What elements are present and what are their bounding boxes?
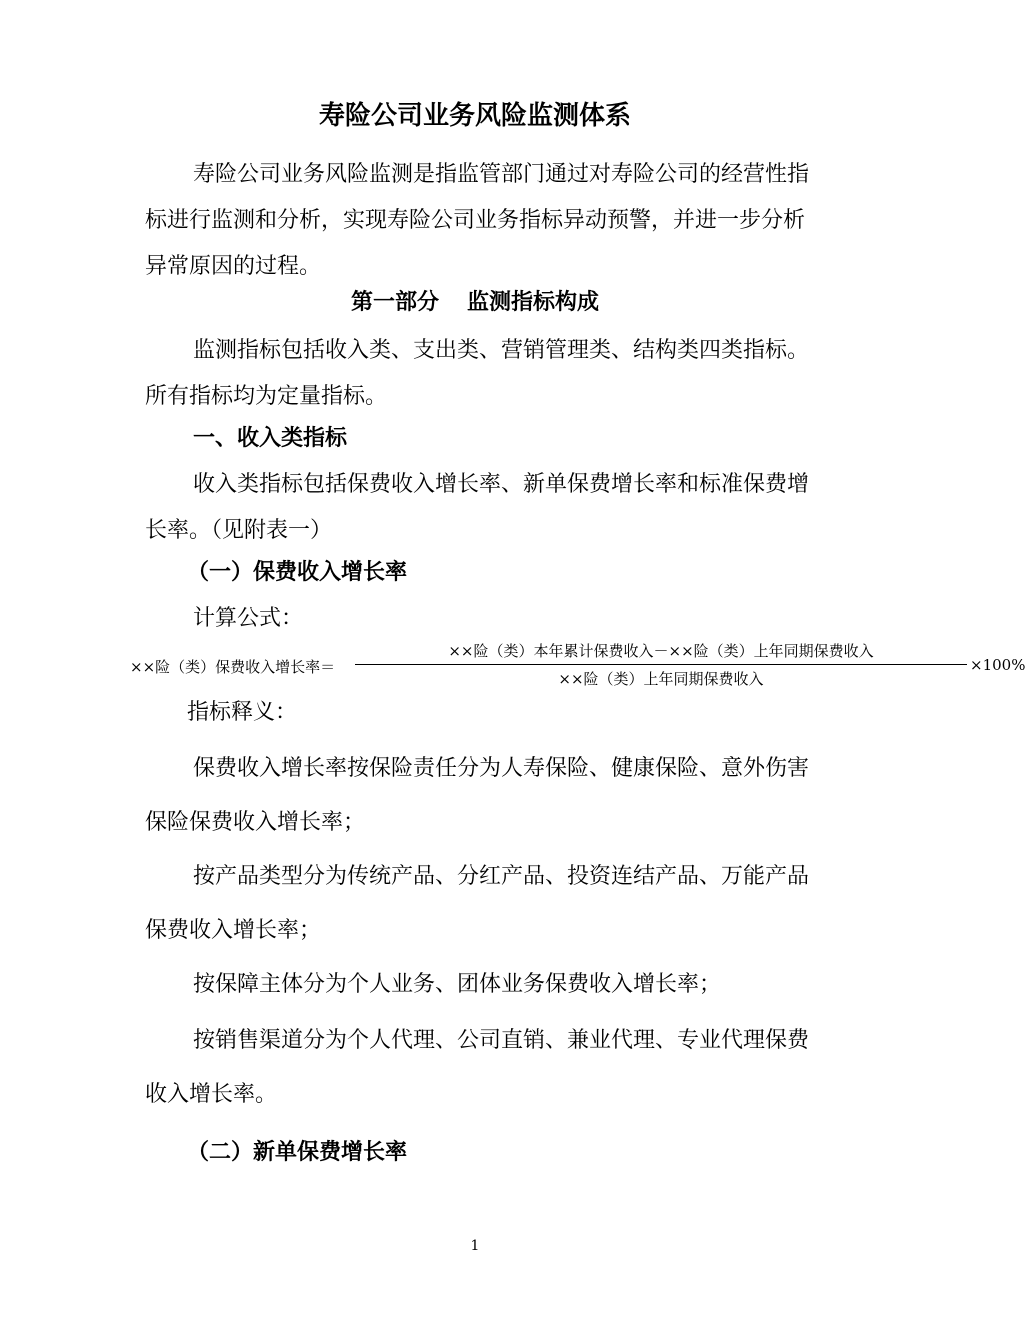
intro-paragraph: 寿险公司业务风险监测是指监管部门通过对寿险公司的经营性指标进行监测和分析，实现寿险公司业务指标异动预警，并进一步分析异常原因的过程。 bbox=[145, 162, 810, 279]
section1-heading: 一、收入类指标 bbox=[193, 426, 348, 451]
document-title: 寿险公司业务风险监测体系 bbox=[318, 101, 631, 131]
fraction-bar bbox=[355, 664, 967, 665]
formula-lhs: ××险（类）保费收入增长率＝ bbox=[130, 658, 336, 676]
part1-intro-paragraph: 监测指标包括收入类、支出类、营销管理类、结构类四类指标。所有指标均为定量指标。 bbox=[145, 338, 810, 409]
explain-label: 指标释义： bbox=[187, 700, 298, 725]
formula-fraction bbox=[355, 640, 967, 690]
explain-paragraph-2: 按产品类型分为传统产品、分红产品、投资连结产品、万能产品保费收入增长率； bbox=[145, 864, 810, 943]
formula-numerator: ××险（类）本年累计保费收入－××险（类）上年同期保费收入 bbox=[448, 642, 874, 660]
explain-paragraph-1: 保费收入增长率按保险责任分为人寿保险、健康保险、意外伤害保险保费收入增长率； bbox=[145, 756, 810, 835]
explain-paragraph-3: 按保障主体分为个人业务、团体业务保费收入增长率； bbox=[193, 972, 722, 997]
formula-label: 计算公式： bbox=[193, 606, 304, 631]
explain-paragraph-4: 按销售渠道分为个人代理、公司直销、兼业代理、专业代理保费收入增长率。 bbox=[145, 1028, 810, 1107]
part1-heading-b: 监测指标构成 bbox=[467, 290, 600, 315]
section1-intro-paragraph: 收入类指标包括保费收入增长率、新单保费增长率和标准保费增长率。（见附表一） bbox=[145, 472, 810, 543]
sub2-heading: （二）新单保费增长率 bbox=[187, 1140, 408, 1165]
sub1-heading: （一）保费收入增长率 bbox=[187, 560, 408, 585]
page-number: 1 bbox=[470, 1238, 480, 1254]
part1-heading bbox=[0, 286, 950, 320]
formula-denominator: ××险（类）上年同期保费收入 bbox=[558, 670, 764, 688]
part1-heading-a: 第一部分 bbox=[350, 290, 439, 315]
formula-rhs: ×100% bbox=[970, 656, 1025, 674]
growth-rate-formula bbox=[130, 640, 1025, 694]
